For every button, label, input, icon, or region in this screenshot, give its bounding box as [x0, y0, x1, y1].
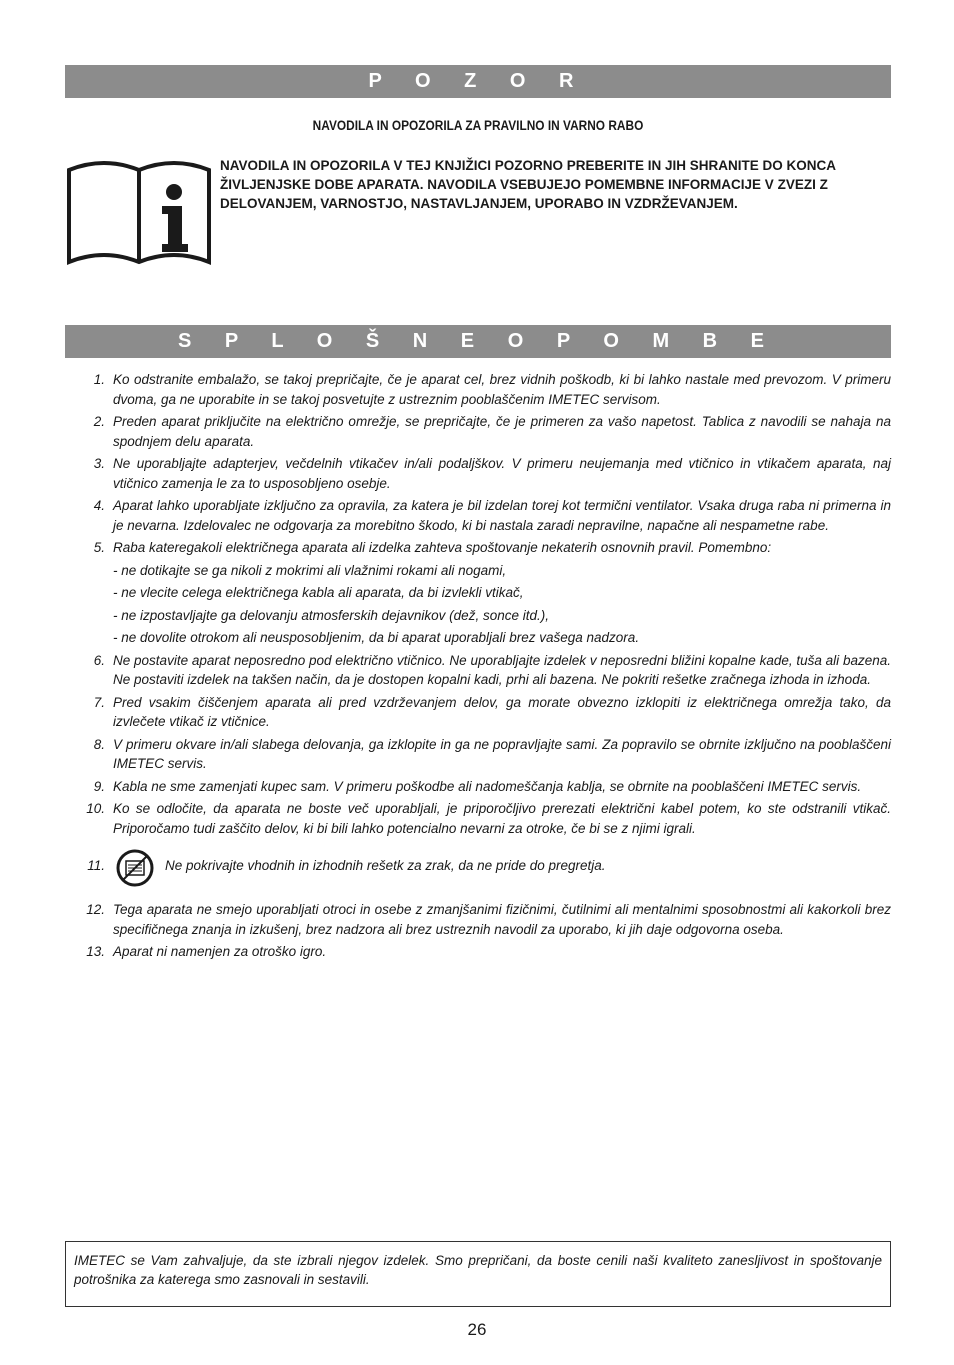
do-not-cover-icon	[115, 848, 155, 888]
thank-you-box: IMETEC se Vam zahvaljuje, da ste izbrali njegov izdelek. Smo prepričani, da boste cenili naši kvaliteto zanesljivost in spoštovanje potrošnika za katerega smo zasnovali in sestavili.	[65, 1241, 891, 1307]
list-item: 6. Ne postavite aparat neposredno pod električno vtičnico. Ne uporabljajte izdelek v neposredni bližini kopalne kade, tuša ali bazena. Ne postaviti izdelek na takšen način, da je dostopen kopalni kadi, prhi ali bazena. Ne pokriti rešetke zračnega izhoda in izhoda.	[93, 652, 891, 687]
list-item: 11. Ne pokrivajte vhodnih in izhodnih rešetk za zrak, da ne pride do pregretja.	[65, 848, 891, 888]
list-item: 4. Aparat lahko uporabljate izključno za opravila, za katera je bil izdelan torej kot termični ventilator. Vsaka druga raba ni primerna in je nevarna. Izdelovalec ne odgovarja za morebitno škodo, ki bi nastala zaradi nepravilne, napačne ali nespametne rabe.	[93, 498, 891, 533]
list-item: 1. Ko odstranite embalažo, se takoj prepričajte, če je aparat cel, brez vidnih poškodb, ki bi lahko nastale med prevozom. V primeru dvoma, ga ne uporabite in se takoj posvetujte z ustreznim pooblaščenim IMETEC servisom.	[93, 372, 891, 407]
list-item: 3. Ne uporabljajte adapterjev, večdelnih vtikačev in/ali podaljškov. V primeru neujemanja med vtičnico in vtikačem aparata, naj vtičnico zamenja le za to usposobljeno osebje.	[93, 456, 891, 491]
sub-item: - ne vlecite celega električnega kabla ali aparata, da bi izvlekli vtikač,	[113, 585, 524, 600]
list-item: 2. Preden aparat priključite na električno omrežje, se prepričajte, če je primeren za vašo napetost. Tablica z navodili se nahaja na spodnjem delu aparata.	[93, 414, 891, 449]
list-item: 9. Kabla ne sme zamenjati kupec sam. V primeru poškodbe ali nadomeščanja kablja, se obrnite na pooblaščeni IMETEC servis.	[93, 778, 862, 794]
page-number: 26	[467, 1320, 487, 1339]
header-pozor: P O Z O R	[65, 65, 891, 98]
list-item: 13. Aparat ni namenjen za otroško igro.	[86, 944, 327, 959]
list-item: 7. Pred vsakim čiščenjem aparata ali pred vzdrževanjem delov, ga morate obvezno izklopiti iz električnega omrežja tako, da izvlečete vtikač iz vtičnice.	[93, 694, 891, 729]
list-item: 10. Ko se odločite, da aparata ne boste več uporabljali, je priporočljivo prerezati električni kabel potem, ko ste odstranili vtikač. Priporočamo tudi zaščito delov, ki bi bili lahko potencialno nevarni za otroke, če bi se z njimi igrali.	[86, 801, 891, 836]
list-item: 5. Raba kateregakoli električnega aparata ali izdelka zahteva spoštovanje nekaterih osnovnih pravil. Pomembno:	[93, 540, 772, 555]
list-item: 12. Tega aparata ne smejo uporabljati otroci in osebe z zmanjšanimi fizičnimi, čutilnimi ali mentalnimi sposobnostmi ali kakorkoli brez specifičnega znanja in izkušenj, brez nadzora ali brez ustreznih navodil za uporabo, ki jih daje odgovorna oseba.	[86, 902, 891, 937]
sub-item: - ne dotikajte se ga nikoli z mokrimi ali vlažnimi rokami ali nogami,	[113, 562, 507, 578]
header-general-notes: S P L O Š N E O P O M B E	[65, 325, 891, 358]
safety-subtitle: NAVODILA IN OPOZORILA ZA PRAVILNO IN VARNO RABO	[312, 118, 644, 133]
intro-text	[220, 156, 888, 213]
sub-item: - ne izpostavljajte ga delovanju atmosferskih dejavnikov (dež, sonce itd.),	[113, 607, 549, 623]
intro-line: ŽIVLJENJSKE DOBE APARATA. NAVODILA VSEBUJEJO POMEMBNE INFORMACIJE V ZVEZI Z	[220, 177, 828, 192]
list-item: 8. V primeru okvare in/ali slabega delovanja, ga izklopite in ga ne popravljajte sami. Za popravilo se obrnite izključno na pooblaščeni IMETEC servis.	[93, 736, 891, 771]
sub-item: - ne dovolite otrokom ali neusposobljenim, da bi aparat uporabljali brez vašega nadzora.	[113, 630, 640, 645]
intro-line: DELOVANJEM, VARNOSTJO, NASTAVLJANJEM, UPORABO IN VZDRŽEVANJEM.	[220, 196, 738, 211]
notes-list	[65, 370, 891, 965]
intro-line: NAVODILA IN OPOZORILA V TEJ KNJIŽICI POZORNO PREBERITE IN JIH SHRANITE DO KONCA	[220, 158, 837, 173]
info-book-icon	[66, 158, 212, 266]
